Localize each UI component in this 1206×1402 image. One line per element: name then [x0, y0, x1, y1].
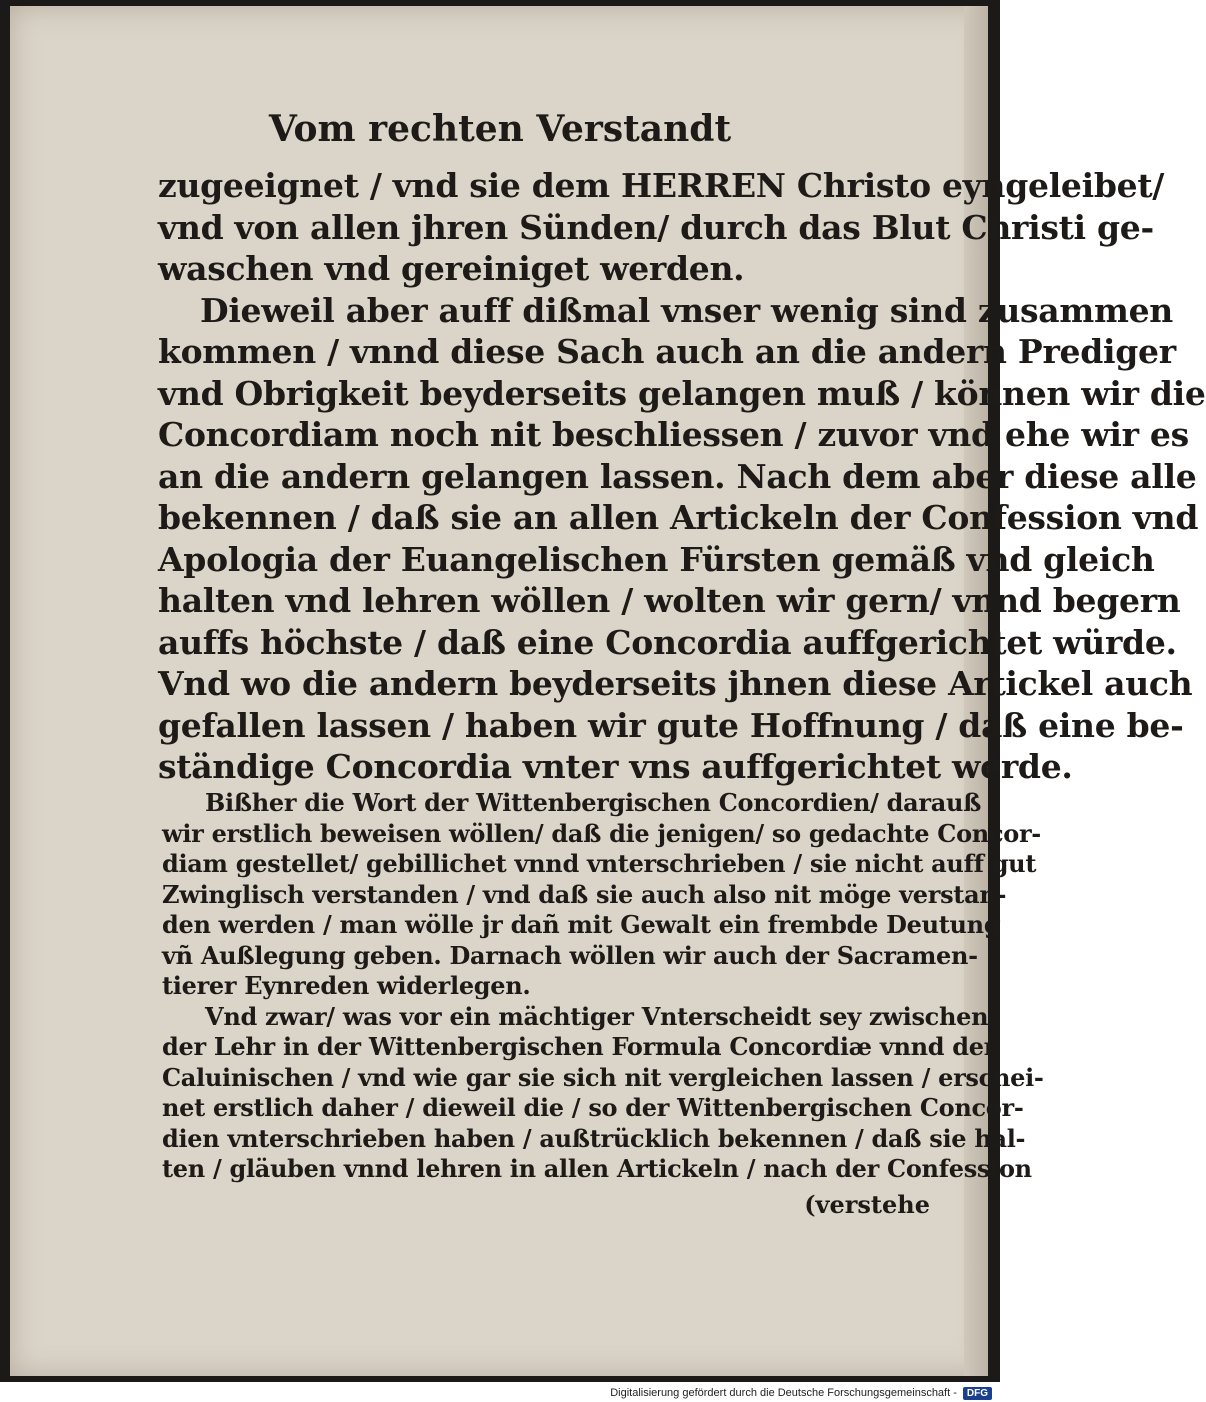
dfg-logo: DFG	[963, 1387, 992, 1400]
text-line: Bißher die Wort der Wittenbergischen Concordien/ darauß	[205, 788, 982, 817]
text-line: Dieweil aber auff dißmal vnser wenig sind zusammen	[200, 290, 1174, 330]
text-line: tierer Eynreden widerlegen.	[162, 971, 531, 1000]
text-line: ten / gläuben vnnd lehren in allen Artickeln / nach der Confession	[162, 1154, 1032, 1183]
catchword: (verstehe	[804, 1190, 930, 1219]
text-line: kommen / vnnd diese Sach auch an die andern Prediger	[158, 332, 1176, 371]
footer-credit: Digitalisierung gefördert durch die Deutsche Forschungsgemeinschaft -	[610, 1387, 957, 1399]
text-line: dien vnterschrieben haben / außtrücklich bekennen / daß sie hal-	[162, 1123, 1026, 1153]
text-line: an die andern gelangen lassen. Nach dem aber diese alle	[158, 456, 1197, 496]
text-line: den werden / man wölle jr dañ mit Gewalt ein frembde Deutung	[162, 910, 1001, 939]
text-line: wir erstlich beweisen wöllen/ daß die jenigen/ so gedachte Concor-	[162, 818, 1041, 848]
text-line: ständige Concordia vnter vns auffgerichtet werde.	[158, 747, 1073, 786]
running-title: Vom rechten Verstandt	[268, 108, 732, 150]
text-line: Caluinischen / vnd wie gar sie sich nit vergleichen lassen / erschei-	[162, 1062, 1044, 1092]
text-line: gefallen lassen / haben wir gute Hoffnung / daß eine be-	[158, 705, 1184, 745]
text-line: halten vnd lehren wöllen / wolten wir gern/ vnnd begern	[158, 581, 1181, 620]
text-line: Vnd zwar/ was vor ein mächtiger Vnterscheidt sey zwischen	[205, 1001, 989, 1031]
text-line: net erstlich daher / dieweil die / so der Wittenbergischen Concor-	[162, 1093, 1024, 1122]
text-line: vnd Obrigkeit beyderseits gelangen muß / können wir die	[158, 373, 1206, 413]
text-line: Vnd wo die andern beyderseits jhnen diese Artickel auch	[158, 664, 1193, 703]
text-line: vnd von allen jhren Sünden/ durch das Blut Christi ge-	[158, 207, 1154, 247]
text-line: der Lehr in der Wittenbergischen Formula Concordiæ vnnd der	[162, 1032, 997, 1061]
text-line: vñ Außlegung geben. Darnach wöllen wir auch der Sacramen-	[162, 940, 978, 970]
text-line: Zwinglisch verstanden / vnd daß sie auch also nit möge verstan-	[162, 879, 1007, 909]
text-line: waschen vnd gereiniget werden.	[158, 249, 745, 288]
text-line: zugeeignet / vnd sie dem HERREN Christo eyngeleibet/	[158, 166, 1165, 205]
text-line: auffs höchste / daß eine Concordia auffgerichtet würde.	[158, 622, 1177, 662]
text-line: diam gestellet/ gebillichet vnnd vnterschrieben / sie nicht auff gut	[162, 849, 1037, 878]
digitization-footer	[0, 1384, 1000, 1402]
text-line: Apologia der Euangelischen Fürsten gemäß vnd gleich	[158, 539, 1155, 579]
text-line: bekennen / daß sie an allen Artickeln der Confession vnd	[158, 498, 1199, 537]
text-line: Concordiam noch nit beschliessen / zuvor vnd ehe wir es	[158, 415, 1189, 454]
